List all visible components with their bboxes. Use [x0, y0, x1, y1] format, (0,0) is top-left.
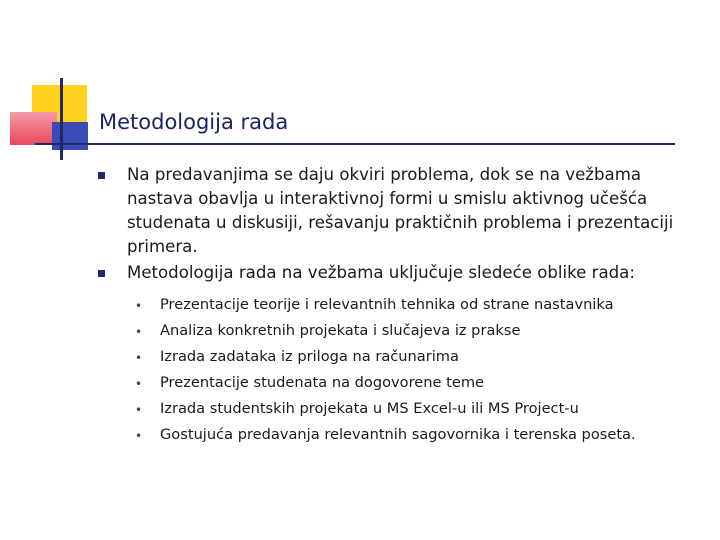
bullet-item — [98, 163, 698, 259]
logo-pink-square — [10, 112, 57, 145]
dot-bullet-icon: • — [135, 325, 143, 339]
sub-bullet-text: Gostujuća predavanja relevantnih sagovornika i terenska poseta. — [160, 426, 636, 443]
sub-bullet-item — [135, 396, 698, 422]
slide-title: Metodologija rada — [99, 110, 289, 134]
slide-content — [98, 163, 698, 448]
sub-bullet-text: Izrada studentskih projekata u MS Excel-u ili MS Project-u — [160, 400, 579, 417]
dot-bullet-icon: • — [135, 377, 143, 391]
bullet-item — [98, 261, 698, 285]
logo-blue-square — [52, 122, 88, 150]
sub-bullet-text: Izrada zadataka iz priloga na računarima — [160, 348, 459, 365]
sub-bullet-item — [135, 344, 698, 370]
sub-bullet-text: Analiza konkretnih projekata i slučajeva iz prakse — [160, 322, 521, 339]
square-bullet-icon — [98, 172, 105, 179]
dot-bullet-icon: • — [135, 429, 143, 443]
dot-bullet-icon: • — [135, 403, 143, 417]
sub-bullet-item — [135, 422, 698, 448]
sub-bullet-item — [135, 292, 698, 318]
sub-bullet-text: Prezentacije teorije i relevantnih tehnika od strane nastavnika — [160, 296, 614, 313]
dot-bullet-icon: • — [135, 351, 143, 365]
sub-bullet-item — [135, 370, 698, 396]
dot-bullet-icon: • — [135, 299, 143, 313]
sub-bullet-item — [135, 318, 698, 344]
bullet-text: Metodologija rada na vežbama uključuje sledeće oblike rada: — [127, 263, 635, 282]
logo-vertical-line — [60, 78, 63, 160]
sub-bullet-list — [98, 292, 698, 448]
bullet-text: Na predavanjima se daju okviri problema, dok se na vežbama nastava obavlja u interaktivnoj formi u smislu aktivnog učešća studenata u diskusiji, rešavanju praktičnih problema i prezentaciji primera. — [127, 165, 674, 256]
sub-bullet-text: Prezentacije studenata na dogovorene teme — [160, 374, 485, 391]
title-underline — [35, 143, 675, 145]
square-bullet-icon — [98, 270, 105, 277]
